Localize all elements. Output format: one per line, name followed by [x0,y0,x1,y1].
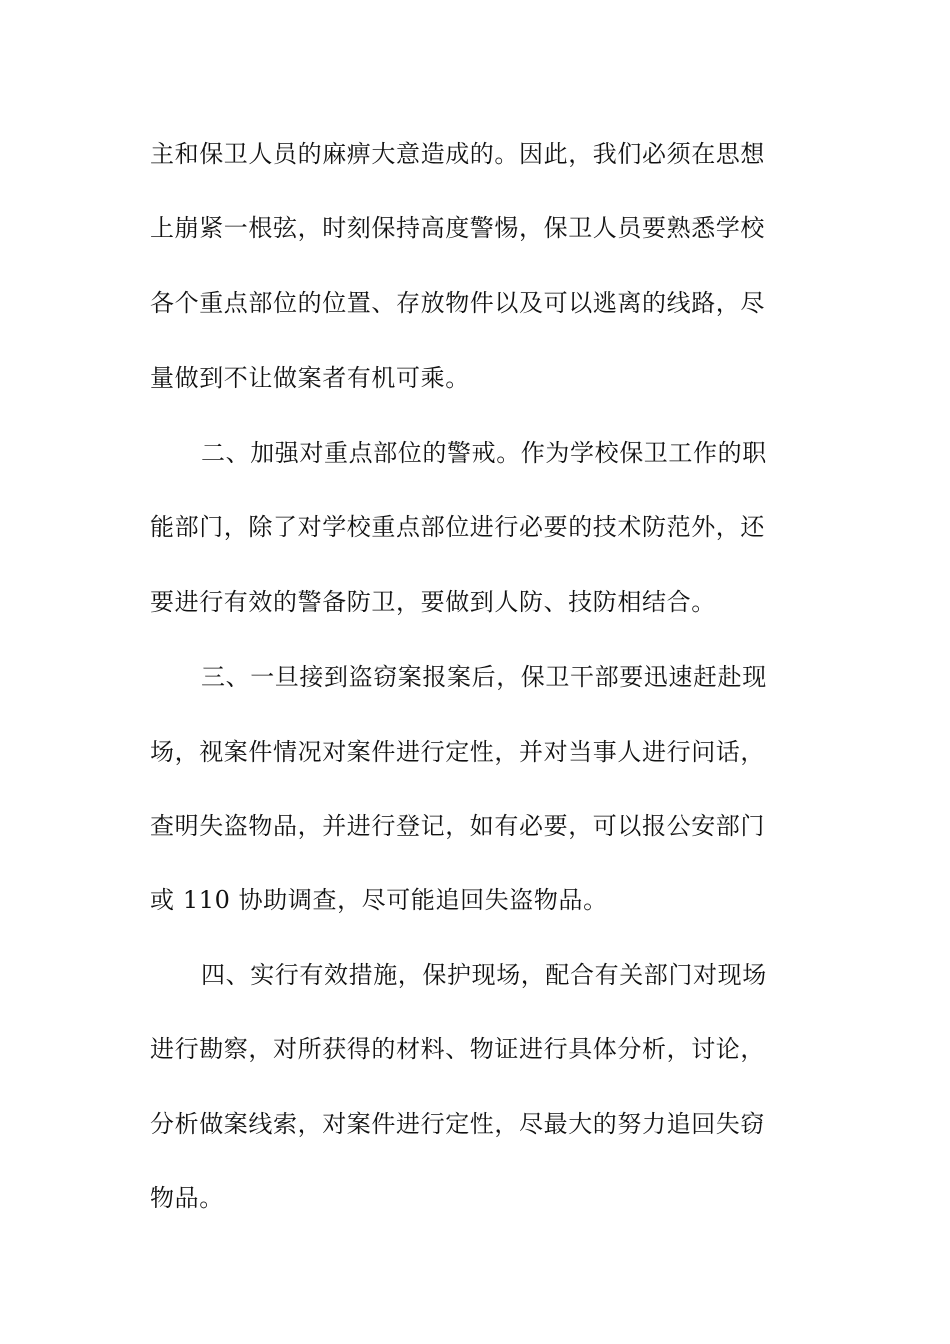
paragraph-2-first-line: 二、加强对重点部位的警戒。作为学校保卫工作的职 [201,439,767,467]
text-line: 场，视案件情况对案件进行定性，并对当事人进行问话， [150,738,765,766]
text-line: 进行勘察，对所获得的材料、物证进行具体分析，讨论， [150,1035,765,1063]
text-line: 各个重点部位的位置、存放物件以及可以逃离的线路，尽 [150,289,765,317]
text-line: 或 110 协助调查，尽可能追回失盗物品。 [150,886,608,914]
text-line: 物品。 [150,1184,224,1212]
text-line: 上崩紧一根弦，时刻保持高度警惕，保卫人员要熟悉学校 [150,214,765,242]
paragraph-3-first-line: 三、一旦接到盗窃案报案后，保卫干部要迅速赶赴现 [201,663,767,691]
paragraph-4-first-line: 四、实行有效措施，保护现场，配合有关部门对现场 [201,961,767,989]
text-line: 查明失盗物品，并进行登记，如有必要，可以报公安部门 [150,812,765,840]
text-line: 能部门，除了对学校重点部位进行必要的技术防范外，还 [150,513,765,541]
text-line: 分析做案线索，对案件进行定性，尽最大的努力追回失窃 [150,1110,765,1138]
text-line: 主和保卫人员的麻痹大意造成的。因此，我们必须在思想 [150,140,765,168]
text-line: 要进行有效的警备防卫，要做到人防、技防相结合。 [150,588,716,616]
text-line: 量做到不让做案者有机可乘。 [150,364,470,392]
